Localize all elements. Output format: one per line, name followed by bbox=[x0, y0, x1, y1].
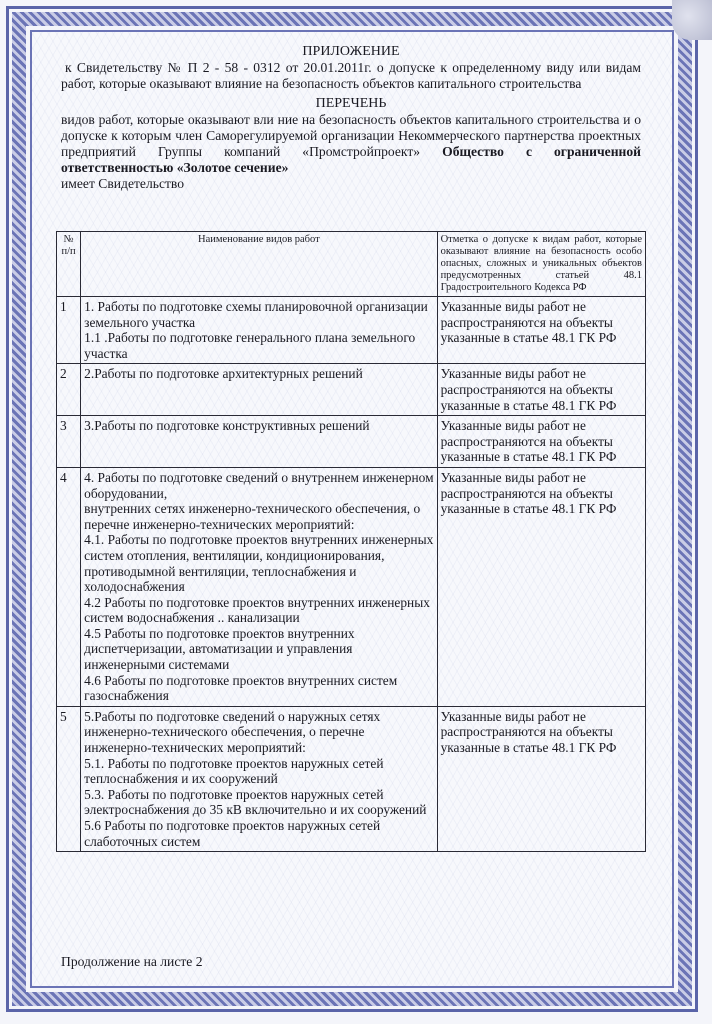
corner-seal-icon bbox=[672, 0, 712, 40]
work-line: 2.Работы по подготовке архитектурных решений bbox=[84, 366, 363, 382]
row-admission-mark: Указанные виды работ не распространяются на объекты указанные в статье 48.1 ГК РФ bbox=[437, 416, 645, 468]
table-row bbox=[57, 467, 646, 706]
header-admission-mark: Отметка о допуске к видам работ, которые оказывают влияние на безопасность особо опасных, сложных и уникальных объектов предусмотренных статьей 48.1 Градостроительного Кодекса РФ bbox=[437, 232, 645, 297]
table-row bbox=[57, 706, 646, 851]
row-admission-mark: Указанные виды работ не распространяются на объекты указанные в статье 48.1 ГК РФ bbox=[437, 467, 645, 706]
table-body bbox=[57, 297, 646, 852]
row-admission-mark: Указанные виды работ не распространяются на объекты указанные в статье 48.1 ГК РФ bbox=[437, 364, 645, 416]
table-row bbox=[57, 416, 646, 468]
work-line: 4.2 Работы по подготовке проектов внутренних инженерных систем водоснабжения .. канализации bbox=[84, 594, 430, 626]
header-number: № п/п bbox=[57, 232, 81, 297]
continuation-note: Продолжение на листе 2 bbox=[61, 954, 203, 969]
row-work-name bbox=[81, 297, 437, 364]
row-work-name bbox=[81, 364, 437, 416]
table-row bbox=[57, 364, 646, 416]
page-title: ПРИЛОЖЕНИЕ bbox=[302, 44, 400, 59]
row-number: 4 bbox=[57, 467, 81, 706]
row-number: 5 bbox=[57, 706, 81, 851]
work-line: 1.1 .Работы по подготовке генерального плана земельного участка bbox=[84, 330, 416, 361]
row-work-name bbox=[81, 416, 437, 468]
table-row bbox=[57, 297, 646, 364]
row-number: 3 bbox=[57, 416, 81, 468]
work-line: 4.5 Работы по подготовке проектов внутренних диспетчеризации, автоматизации и управления инженерными системами bbox=[84, 625, 355, 673]
works-table bbox=[56, 231, 646, 852]
work-line: 4. Работы по подготовке сведений о внутреннем инженерном оборудовании, bbox=[84, 469, 434, 501]
row-work-name bbox=[81, 467, 437, 706]
work-line: 5.6 Работы по подготовке проектов наружных сетей слаботочных систем bbox=[84, 818, 381, 849]
row-admission-mark: Указанные виды работ не распространяются на объекты указанные в статье 48.1 ГК РФ bbox=[437, 297, 645, 364]
row-number: 2 bbox=[57, 364, 81, 416]
list-title: ПЕРЕЧЕНЬ bbox=[315, 96, 387, 111]
work-line: 4.6 Работы по подготовке проектов внутренних систем газоснабжения bbox=[84, 672, 398, 704]
body-ending: имеет Свидетельство bbox=[61, 176, 185, 191]
row-number: 1 bbox=[57, 297, 81, 364]
row-admission-mark: Указанные виды работ не распространяются на объекты указанные в статье 48.1 ГК РФ bbox=[437, 706, 645, 851]
work-line: 5.1. Работы по подготовке проектов наружных сетей теплоснабжения и их сооружений bbox=[84, 755, 384, 787]
body-text: видов работ, которые оказывают вли ние на безопасность объектов капитального строительства и о допуске к которым член Саморегулируемой организации Некоммерческого партнерства проектных предприятий Группы компаний «Промстройпроект» bbox=[61, 112, 641, 159]
document-header bbox=[61, 44, 641, 192]
table-header-row bbox=[57, 232, 646, 297]
row-work-name bbox=[81, 706, 437, 851]
header-work-name: Наименование видов работ bbox=[81, 232, 437, 297]
intro-paragraph: к Свидетельству № П 2 - 58 - 0312 от 20.01.2011г. о допуске к определенному виду или видам работ, которые оказывают влияние на безопасность объектов капитального строительства bbox=[61, 60, 641, 91]
body-paragraph bbox=[61, 112, 641, 192]
work-line: 1. Работы по подготовке схемы планировочной организации земельного участка bbox=[84, 299, 428, 330]
work-line: 3.Работы по подготовке конструктивных решений bbox=[84, 418, 370, 434]
company-name: Общество с ограниченной ответственностью «Золотое сечение» bbox=[61, 144, 641, 175]
work-line: 4.1. Работы по подготовке проектов внутренних инженерных систем отопления, вентиляции, кондиционирования, противодымной вентиляции, теплоснабжения и холодоснабжения bbox=[84, 532, 434, 595]
work-line: 5.Работы по подготовке сведений о наружных сетях инженерно-технического обеспечения, о перечне инженерно-технических мероприятий: bbox=[84, 708, 381, 756]
work-line: внутренних сетях инженерно-технического обеспечения, о перечне инженерно-технических мероприятий: bbox=[84, 501, 421, 532]
work-line: 5.3. Работы по подготовке проектов наружных сетей электроснабжения до 35 кВ включительно и их сооружений bbox=[84, 786, 427, 818]
